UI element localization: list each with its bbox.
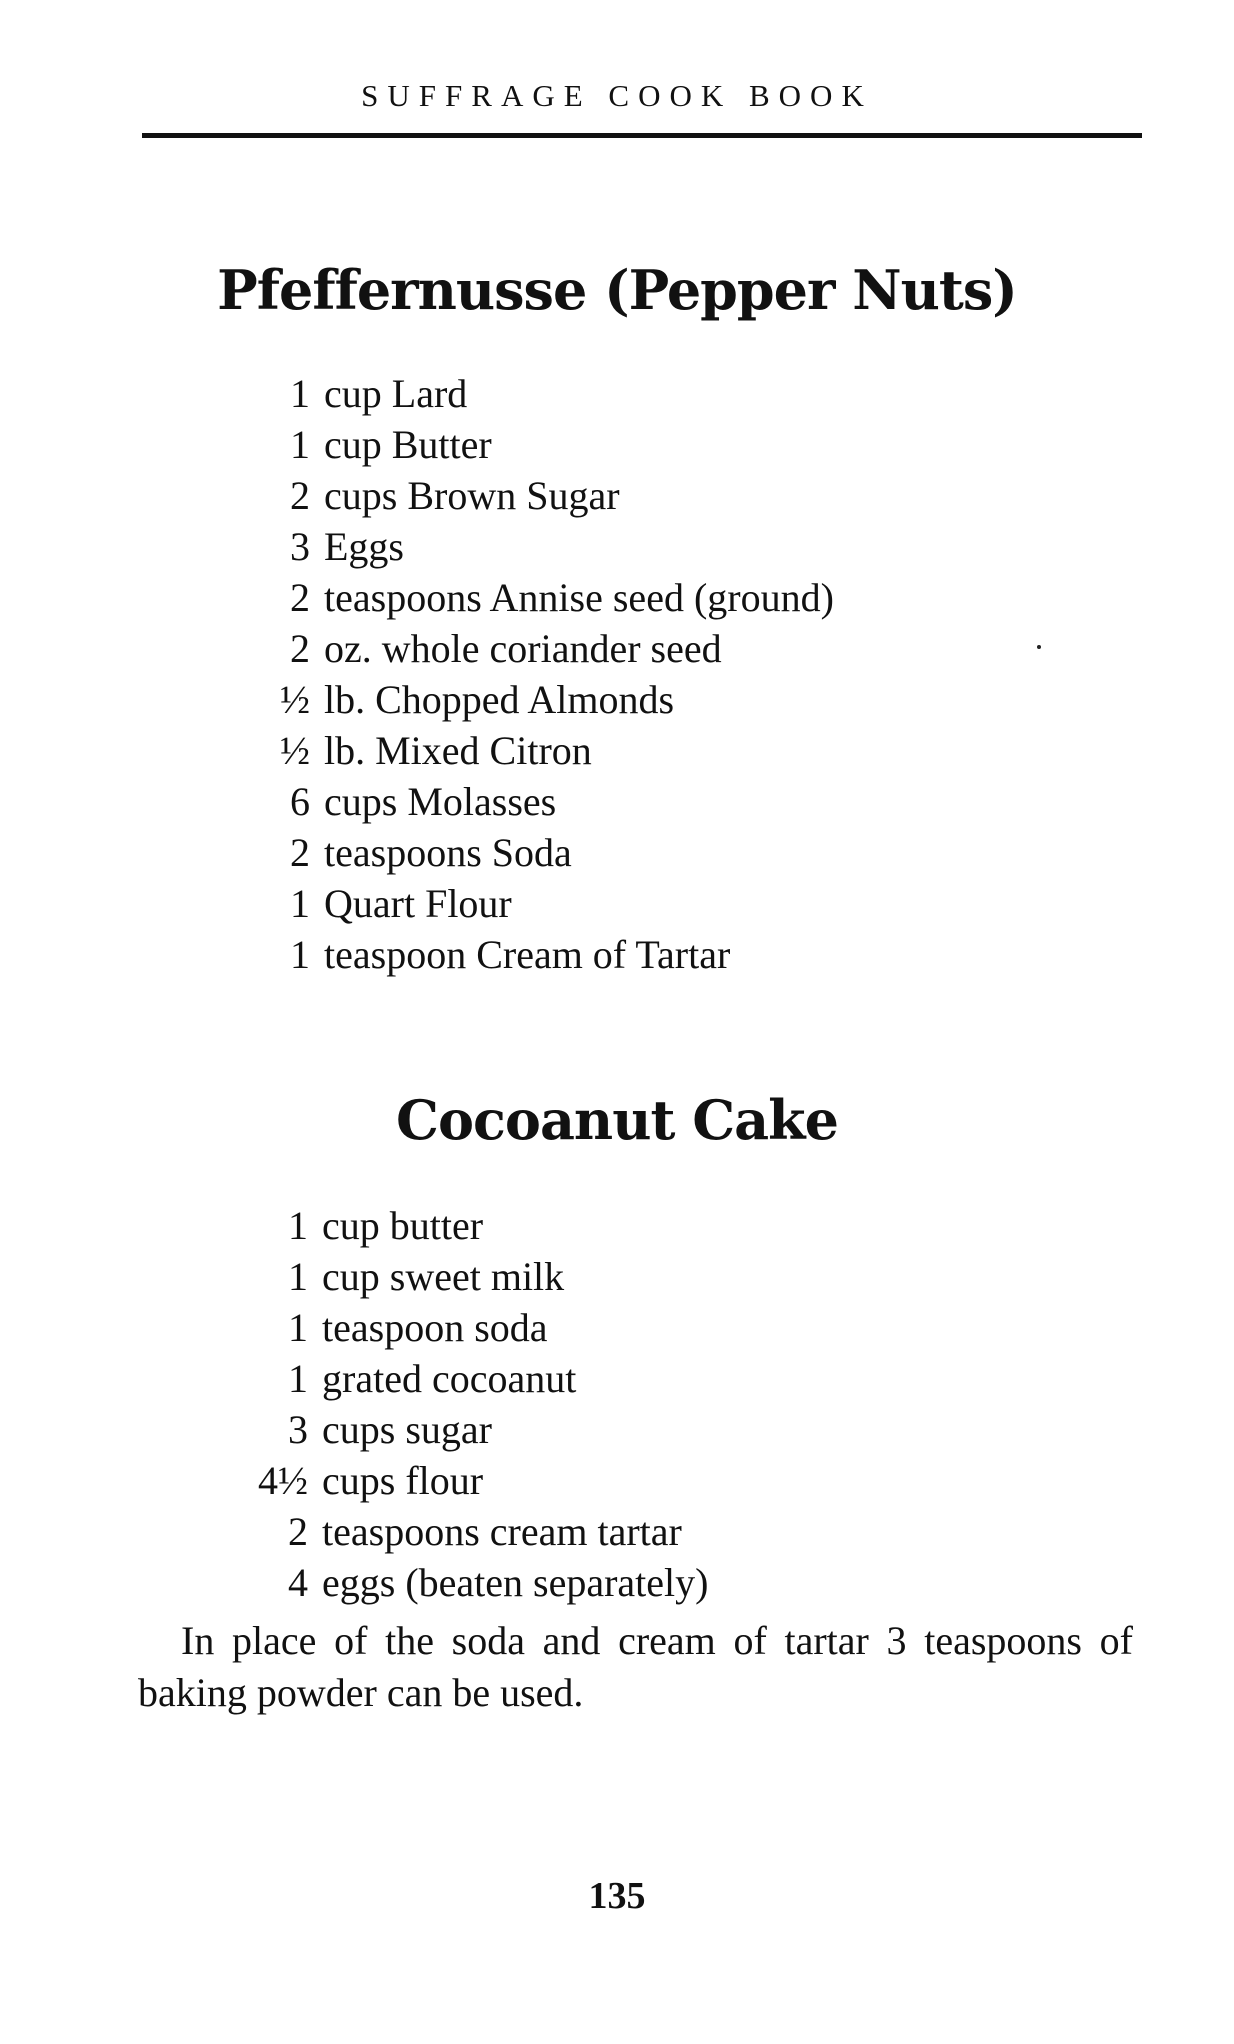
ingredient-line	[238, 1455, 708, 1506]
ingredient-line	[238, 1353, 708, 1404]
ingredient-quantity: 1	[288, 1203, 308, 1248]
ingredient-quantity: 4½	[258, 1458, 308, 1503]
ingredient-item: cup Butter	[324, 422, 492, 467]
ingredient-item: eggs (beaten separately)	[322, 1560, 709, 1605]
ingredient-line	[240, 419, 834, 470]
header-rule	[142, 133, 1142, 138]
ingredient-list-pfeffernusse	[240, 368, 834, 980]
ingredient-quantity: 1	[288, 1356, 308, 1401]
recipe-note: In place of the soda and cream of tartar 3 teaspoons of baking powder can be used.	[138, 1618, 1133, 1715]
ingredient-quantity: 3	[288, 1407, 308, 1452]
ingredient-line	[240, 776, 834, 827]
ingredient-line	[240, 674, 834, 725]
ingredient-line	[238, 1200, 708, 1251]
ingredient-line	[240, 521, 834, 572]
ingredient-quantity: ½	[280, 728, 310, 773]
ingredient-item: oz. whole coriander seed	[324, 626, 722, 671]
ingredient-item: teaspoons cream tartar	[322, 1509, 682, 1554]
ingredient-line	[238, 1251, 708, 1302]
ingredient-item: grated cocoanut	[322, 1356, 577, 1401]
ingredient-item: teaspoon soda	[322, 1305, 548, 1350]
ingredient-quantity: 1	[288, 1305, 308, 1350]
ingredient-quantity: 2	[290, 626, 310, 671]
running-head: SUFFRAGE COOK BOOK	[361, 78, 873, 113]
ingredient-item: Eggs	[324, 524, 404, 569]
ingredient-quantity: 1	[290, 881, 310, 926]
page-number: 135	[588, 1875, 646, 1917]
ingredient-line	[240, 929, 834, 980]
ingredient-quantity: 1	[290, 371, 310, 416]
ingredient-item: cups Molasses	[324, 779, 557, 824]
ingredient-line	[240, 572, 834, 623]
ingredient-quantity: 1	[290, 422, 310, 467]
ingredient-line	[240, 725, 834, 776]
ingredient-quantity: 1	[288, 1254, 308, 1299]
ingredient-quantity: 2	[288, 1509, 308, 1554]
ingredient-quantity: 6	[290, 779, 310, 824]
ingredient-item: lb. Chopped Almonds	[324, 677, 675, 722]
stray-ink-dot	[1037, 645, 1041, 649]
ingredient-line	[238, 1404, 708, 1455]
ingredient-item: teaspoons Annise seed (ground)	[324, 575, 834, 620]
ingredient-quantity: 4	[288, 1560, 308, 1605]
ingredient-item: cups sugar	[322, 1407, 492, 1452]
ingredient-quantity: 3	[290, 524, 310, 569]
ingredient-line	[240, 470, 834, 521]
ingredient-line	[238, 1506, 708, 1557]
ingredient-item: cups flour	[322, 1458, 484, 1503]
ingredient-line	[240, 827, 834, 878]
ingredient-item: cup Lard	[324, 371, 468, 416]
ingredient-item: cup butter	[322, 1203, 484, 1248]
ingredient-item: teaspoons Soda	[324, 830, 572, 875]
ingredient-list-cocoanut-cake	[238, 1200, 708, 1608]
ingredient-line	[240, 368, 834, 419]
recipe-title-pfeffernusse: Pfeffernusse (Pepper Nuts)	[217, 258, 1017, 322]
ingredient-item: teaspoon Cream of Tartar	[324, 932, 731, 977]
ingredient-line	[240, 878, 834, 929]
ingredient-line	[238, 1302, 708, 1353]
ingredient-item: cups Brown Sugar	[324, 473, 620, 518]
ingredient-item: lb. Mixed Citron	[324, 728, 592, 773]
ingredient-quantity: 2	[290, 473, 310, 518]
ingredient-line	[240, 623, 834, 674]
ingredient-quantity: ½	[280, 677, 310, 722]
ingredient-quantity: 2	[290, 830, 310, 875]
ingredient-quantity: 2	[290, 575, 310, 620]
ingredient-item: Quart Flour	[324, 881, 512, 926]
ingredient-line	[238, 1557, 708, 1608]
ingredient-quantity: 1	[290, 932, 310, 977]
recipe-title-cocoanut-cake: Cocoanut Cake	[396, 1088, 838, 1152]
ingredient-item: cup sweet milk	[322, 1254, 565, 1299]
